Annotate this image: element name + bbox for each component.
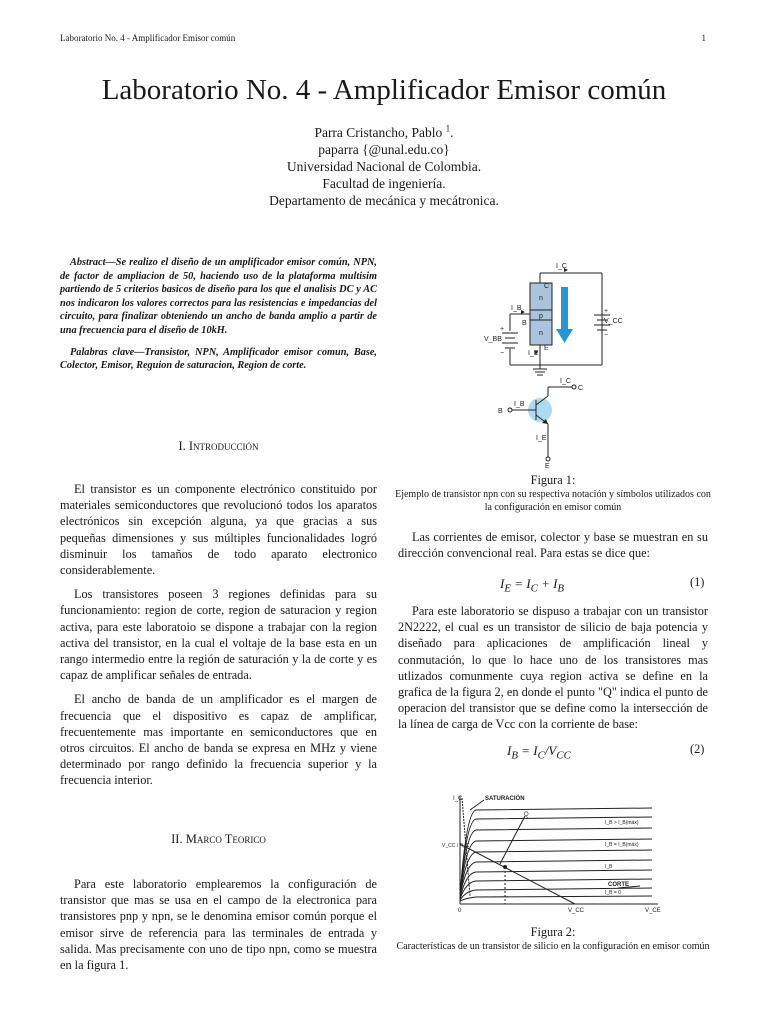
author-department: Departamento de mecánica y mecátronica. [269,193,499,208]
label-vcc-rc: V_CC / R_C [442,843,470,849]
label-b2: B [498,408,503,415]
paragraph: El ancho de banda de un amplificador es el margen de frecuencia que el dispositivo es capaz de amplificar, frecuentemente mas importante en semiconductores que en otros circuitos. El ancho de banda se expresa en MHz y viene determinado por rango definido la frecuencia superior y la frecuencia interior. [60,692,377,788]
equation-1: $I_E = I_C + I_B$ [500,576,565,595]
abstract-text: Abstract—Se realizo el diseño de un amplificador emisor común, NPN, de factor de ampliacion de 50, haciendo uso de la plataforma multisim partiendo de 5 criterios basicos de diseño para los que el analisis DC y AC nos indicaron los valores correctos para las resistencias e impedancias del circuito, para finalizar obteniendo un ancho de banda amplio a partir de una frecuencia para el diseño de 10kH. [60,257,377,336]
figure-2-chart [440,788,665,920]
label-b: B [522,320,527,327]
abstract [60,256,377,381]
q-point [503,865,507,869]
label-plus-vcc: + [604,308,609,315]
axis-label-vce: V_CE [645,908,661,914]
label-e: E [544,345,549,352]
label-ie2: I_E [536,435,547,442]
label-c: C [544,283,550,290]
label-q: Q [524,812,529,818]
label-n: n [539,295,543,302]
right-body-2 [398,603,708,741]
author-university: Universidad Nacional de Colombia. [286,159,482,174]
author-affiliation-mark: 1 [445,123,451,134]
equation-1-number: (1) [690,575,705,589]
figure-1-diagram [480,255,630,470]
label-vcc-x: V_CC [568,908,585,914]
label-plus-vbb: + [500,326,505,333]
label-ib: I_B [511,305,522,312]
section-number: II. [171,832,183,846]
section-heading-intro [60,439,377,454]
figure-1-label: Figura 1: [530,473,576,487]
label-saturacion: SATURACIÓN [485,796,525,802]
marco-body [60,876,377,981]
equation-2-number: (2) [690,742,705,756]
section-number: I. [178,439,186,453]
label-ie: I_E [528,350,539,357]
label-vcc: V_CC [604,318,623,325]
label-c2: C [578,385,584,392]
figure-2-caption: Características de un transistor de silicio en la configuración en emisor común [396,941,710,952]
paragraph: Para este laboratorio emplearemos la configuración de transistor que mas se usa en el campo de la electronica para transistores pnp y npn, se le denomina emisor común porque el emisor sirve de referencia para las terminales de entrada y salida. Mas precisamente con uno de tipo npn, como se muestra en la figura 1. [60,877,377,973]
figure-1-caption: Ejemplo de transistor npn con su respectiva notación y símbolos utilizados con la configuración en emisor común [395,489,711,513]
label-minus-vcc: − [604,332,609,339]
label-ib: I_B [605,864,613,870]
section-title: Marco Teorico [185,832,266,846]
intro-body [60,481,377,797]
running-head: Laboratorio No. 4 - Amplificador Emisor común [60,33,236,43]
keywords: Palabras clave—Transistor, NPN, Amplificador emisor comun, Base, Colector, Emisor, Reguion de saturacion, Region de corte. [60,346,377,372]
label-n2: n [539,330,543,337]
label-ib2: I_B [514,401,525,408]
label-p: p [539,313,543,320]
author-faculty: Facultad de ingeniería. [322,176,446,191]
label-corte: CORTE [608,882,629,888]
paragraph: Para este laboratorio se dispuso a trabajar con un transistor 2N2222, el cual es un transistor de silicio de baja potencia y diseñado para aplicaciones de amplificación lineal y conmutación, lo que lo hace uno de los transistores mas utlizados comunmente cuya region activa se define en la grafica de la figura 2, en donde el punto "Q" indica el punto de operacion del transistor que se define como la intersección de la línea de carga de Vcc con la corriente de base: [398,604,708,732]
author-name: Parra Cristancho, Pablo [314,125,443,140]
label-ib-max: I_B > I_B(máx) [605,820,639,826]
label-origin: 0 [458,908,462,914]
label-e2: E [545,463,550,470]
author-name-end: . [450,125,454,140]
page-number: 1 [701,33,706,43]
label-ib0: I_B = 0 [605,890,621,896]
axis-label-ic: I_C [453,796,463,802]
label-ic: I_C [556,263,567,270]
current-arrow [556,329,573,343]
label-vbb: V_BB [484,336,502,343]
paragraph: Las corrientes de emisor, colector y base se muestran en su dirección convencional real. Para estas se dice que: [398,530,708,561]
paper-title: Laboratorio No. 4 - Amplificador Emisor común [101,74,667,106]
paragraph: Los transistores poseen 3 regiones definidas para su funcionamiento: region de corte, region de saturacion y region activa, para este laboratoio se dispone a trabajar con la region activa del transistor, en la cual el voltaje de la base esta en un rango intermedio entre la región de saturación y la de corte y es capaz de amplificar señales de entrada. [60,587,377,683]
section-title: Introducción [188,439,259,453]
label-minus-vbb: − [500,350,505,357]
author-name-line [0,124,768,141]
paragraph: El transistor es un componente electrónico constituido por materiales semiconductores que revolucionó todos los aparatos electrónicos sin excepción alguna, ya que gracias a sus pequeñas dimensiones y sus múltiples funcionalidades logró disminuir los tamaños de todo aparato electronico considerablemente. [60,482,377,578]
label-ic2: I_C [560,378,571,385]
right-body-1 [398,529,708,569]
label-ib-eq: I_B = I_B(máx) [605,842,639,848]
equation-2: $I_B = I_C/V_{CC}$ [507,743,571,762]
author-block [0,124,768,209]
section-heading-marco [60,832,377,847]
author-email: paparra {@unal.edu.co} [318,142,450,157]
figure-2-label: Figura 2: [530,925,576,939]
